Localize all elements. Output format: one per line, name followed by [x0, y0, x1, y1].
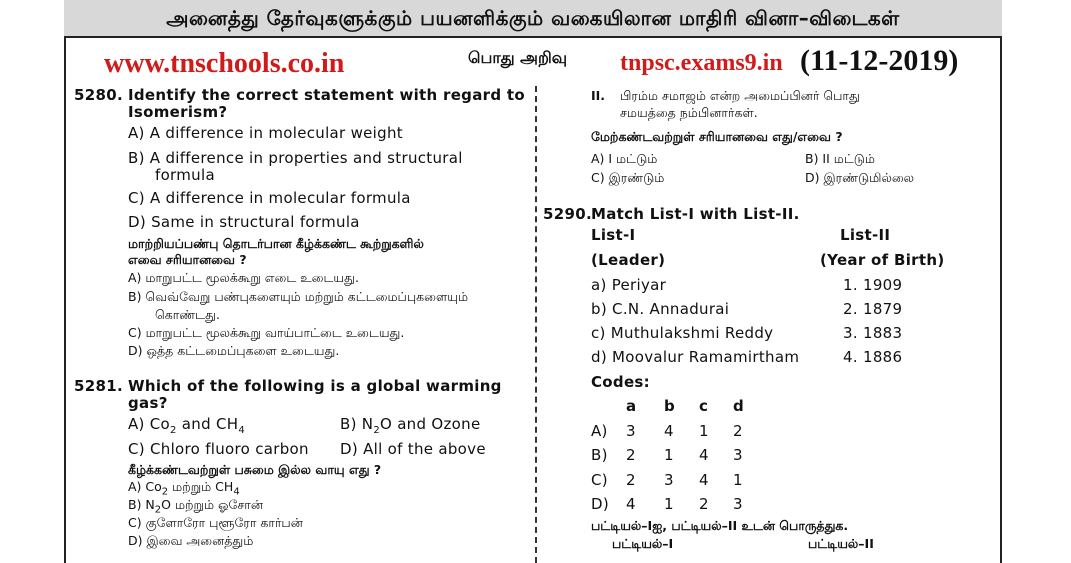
tamil-question: கீழ்க்கண்டவற்றுள் பசுமை இல்ல வாயு எது ?: [128, 462, 382, 477]
code-value: 2: [733, 422, 743, 440]
list1-heading: List-I: [591, 226, 636, 244]
code-value: 2: [626, 471, 636, 489]
tamil-option-c: C) குளோரோ புளூரோ கார்பன்: [128, 515, 303, 530]
match-row-right: 4. 1886: [843, 348, 903, 366]
question-number: 5281.: [74, 377, 123, 395]
option-a: A) A difference in molecular weight: [128, 124, 403, 142]
tamil-option-b-line2: கொண்டது.: [155, 307, 220, 322]
paper-date: (11-12-2019): [800, 44, 959, 77]
tamil-option-b-line1: B) வெவ்வேறு பண்புகளையும் மற்றும் கட்டமைப்புகளையும்: [128, 289, 469, 304]
question-text-line1: Which of the following is a global warming: [128, 377, 502, 395]
tamil-option-c: C) மாறுபட்ட மூலக்கூறு வாய்பாட்டை உடையது.: [128, 325, 405, 340]
statement-2-line1: பிரம்ம சமாஜம் என்ற அமைப்பினர் பொது: [620, 88, 860, 103]
code-value: 3: [664, 471, 674, 489]
option-c: C) Chloro fluoro carbon: [128, 440, 309, 458]
option-d: D) Same in structural formula: [128, 213, 360, 231]
tamil-ask: மேற்கண்டவற்றுள் சரியானவை எது/எவை ?: [591, 129, 843, 144]
match-row-left: c) Muthulakshmi Reddy: [591, 324, 774, 342]
statement-2-line2: சமயத்தை நம்பினார்கள்.: [620, 105, 758, 120]
column-divider: [535, 86, 538, 563]
tamil-option-b: B) II மட்டும்: [805, 151, 875, 166]
option-b: B) $N_2O$ and Ozone: [340, 415, 481, 436]
code-option: A): [591, 422, 608, 440]
tamil-list1-heading: பட்டியல்–I: [612, 536, 674, 551]
site-watermark-tnschools: www.tnschools.co.in: [104, 48, 345, 79]
code-col-d: d: [733, 397, 745, 415]
question-text-line2: Isomerism?: [128, 103, 228, 121]
site-watermark-exams9: tnpsc.exams9.in: [620, 50, 783, 76]
code-value: 2: [626, 446, 636, 464]
tamil-question-line2: எவை சரியானவை ?: [128, 252, 247, 267]
tamil-list2-heading: பட்டியல்–II: [808, 536, 874, 551]
code-value: 4: [699, 446, 709, 464]
tamil-option-d: D) ஒத்த கட்டமைப்புகளை உடையது.: [128, 343, 340, 358]
code-col-a: a: [626, 397, 637, 415]
match-row-left: b) C.N. Annadurai: [591, 300, 730, 318]
tamil-option-c: C) இரண்டும்: [591, 170, 665, 185]
code-value: 3: [733, 495, 743, 513]
code-value: 1: [733, 471, 743, 489]
code-value: 2: [699, 495, 709, 513]
match-row-left: a) Periyar: [591, 276, 667, 294]
list1-subheading: (Leader): [591, 251, 666, 269]
option-b-line2: formula: [155, 166, 215, 184]
code-value: 4: [626, 495, 636, 513]
code-value: 1: [664, 446, 674, 464]
match-row-right: 2. 1879: [843, 300, 903, 318]
code-value: 3: [626, 422, 636, 440]
question-text: Match List-I with List-II.: [591, 205, 800, 223]
match-row-right: 3. 1883: [843, 324, 903, 342]
list2-heading: List-II: [840, 226, 891, 244]
tamil-question: பட்டியல்–Iஐ, பட்டியல்–II உடன் பொருத்துக.: [591, 518, 849, 533]
code-value: 4: [699, 471, 709, 489]
code-col-c: c: [699, 397, 709, 415]
option-c: C) A difference in molecular formula: [128, 189, 411, 207]
tamil-option-a: A) I மட்டும்: [591, 151, 658, 166]
code-option: C): [591, 471, 608, 489]
tamil-option-b: B) $N_2O$ மற்றும் ஓசோன்: [128, 497, 263, 516]
code-value: 4: [664, 422, 674, 440]
tamil-option-a: A) $Co_2$ மற்றும் $CH_4$: [128, 479, 240, 498]
question-text-line2: gas?: [128, 394, 168, 412]
match-row-right: 1. 1909: [843, 276, 903, 294]
tamil-option-a: A) மாறுபட்ட மூலக்கூறு எடை உடையது.: [128, 270, 359, 285]
option-d: D) All of the above: [340, 440, 486, 458]
code-value: 1: [664, 495, 674, 513]
subject-title: பொது அறிவு: [468, 48, 568, 67]
list2-subheading: (Year of Birth): [820, 251, 945, 269]
question-number: 5280.: [74, 86, 123, 104]
code-value: 1: [699, 422, 709, 440]
code-option: D): [591, 495, 610, 513]
statement-2-number: II.: [591, 88, 606, 103]
tamil-question-line1: மாற்றியப்பண்பு தொடர்பான கீழ்க்கண்ட கூற்றுகளில்: [128, 236, 424, 251]
code-value: 3: [733, 446, 743, 464]
option-b-line1: B) A difference in properties and structural: [128, 149, 463, 167]
tamil-option-d: D) இவை அனைத்தும்: [128, 533, 254, 548]
code-col-b: b: [664, 397, 676, 415]
question-text-line1: Identify the correct statement with regard to: [128, 86, 525, 104]
question-number: 5290.: [543, 205, 592, 223]
codes-label: Codes:: [591, 373, 650, 391]
match-row-left: d) Moovalur Ramamirtham: [591, 348, 800, 366]
tamil-option-d: D) இரண்டுமில்லை: [805, 170, 915, 185]
header-banner: அனைத்து தேர்வுகளுக்கும் பயனளிக்கும் வகையிலான மாதிரி வினா–விடைகள்: [64, 0, 1002, 38]
option-a: A) $Co_2$ and $CH_4$: [128, 415, 245, 436]
code-option: B): [591, 446, 608, 464]
